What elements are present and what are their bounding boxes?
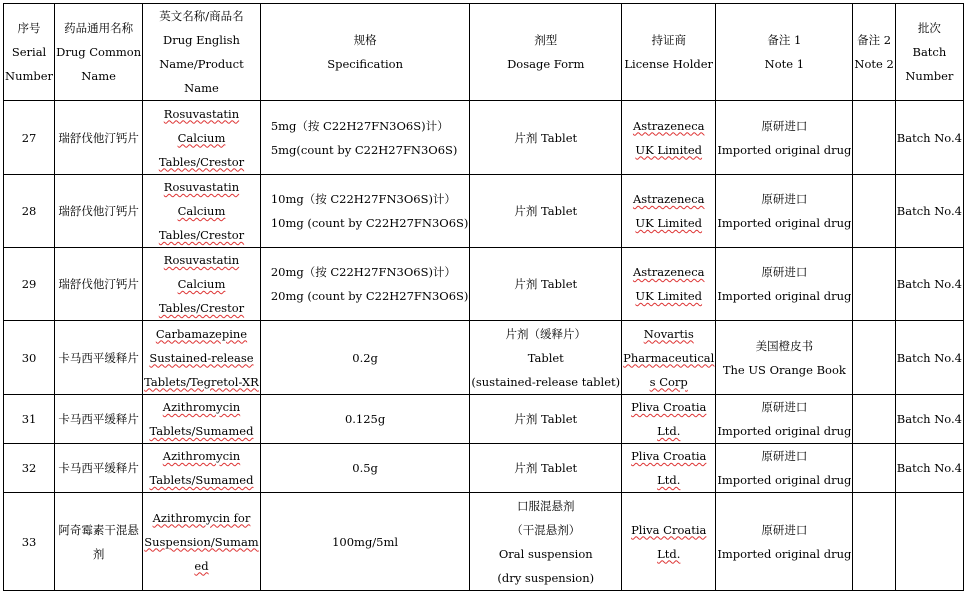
cell-line: 10mg（按 C22H27FN3O6S)计） bbox=[270, 192, 456, 206]
table-row bbox=[4, 444, 964, 493]
cell-line: Tablets/Tegretol-XR bbox=[144, 374, 259, 389]
table-row bbox=[4, 321, 964, 395]
cell-spec bbox=[260, 101, 470, 175]
cell-dosage bbox=[470, 321, 622, 395]
cell-line: 28 bbox=[21, 204, 37, 218]
cell-line: Number bbox=[5, 69, 54, 83]
cell-common-name bbox=[55, 321, 143, 395]
cell-line: 片剂 Tablet bbox=[514, 277, 578, 291]
header-spec bbox=[260, 4, 470, 101]
cell-line: Tables/Crestor bbox=[158, 154, 245, 169]
cell-note2 bbox=[853, 248, 895, 321]
cell-line: (sustained-release tablet) bbox=[471, 374, 621, 389]
cell-batch bbox=[895, 444, 963, 493]
cell-line: Tables/Crestor bbox=[158, 301, 245, 315]
cell-line: 0.125g bbox=[344, 412, 386, 426]
cell-line: Tablet bbox=[527, 350, 564, 365]
cell-line: UK Limited bbox=[635, 142, 703, 157]
cell-line: 10mg (count by C22H27FN3O6S) bbox=[270, 216, 469, 230]
cell-line: Imported original drug bbox=[717, 142, 852, 157]
cell-line: Calcium bbox=[177, 130, 226, 145]
cell-line: 批次 bbox=[917, 21, 941, 35]
cell-line: Tables/Crestor bbox=[158, 228, 245, 242]
table-row bbox=[4, 101, 964, 175]
cell-line: Sustained-release bbox=[149, 350, 254, 365]
cell-line: Batch No.4 bbox=[896, 412, 962, 426]
cell-line: Drug English bbox=[162, 33, 240, 47]
cell-line: Batch No.4 bbox=[896, 130, 962, 145]
cell-dosage bbox=[470, 248, 622, 321]
cell-line: 片剂 Tablet bbox=[514, 204, 578, 218]
cell-line: 片剂 Tablet bbox=[514, 461, 578, 475]
cell-line: Name bbox=[81, 69, 116, 83]
cell-line: 原研进口 bbox=[761, 449, 808, 463]
cell-holder bbox=[622, 248, 716, 321]
cell-line: 29 bbox=[21, 277, 37, 291]
cell-note1 bbox=[716, 444, 853, 493]
cell-line: 序号 bbox=[17, 21, 41, 35]
cell-spec bbox=[260, 395, 470, 444]
cell-line: Rosuvastatin bbox=[163, 180, 240, 194]
header-serial bbox=[4, 4, 55, 101]
cell-line: Note 1 bbox=[764, 57, 805, 71]
cell-common-name bbox=[55, 444, 143, 493]
cell-note1 bbox=[716, 395, 853, 444]
cell-line: Pliva Croatia bbox=[631, 449, 707, 463]
cell-line: Imported original drug bbox=[717, 546, 852, 561]
cell-line: 卡马西平缓释片 bbox=[58, 412, 139, 426]
cell-note1 bbox=[716, 321, 853, 395]
cell-line: 100mg/5ml bbox=[332, 534, 399, 549]
cell-line: 剂 bbox=[92, 546, 105, 561]
cell-dosage bbox=[470, 493, 622, 591]
cell-line: 瑞舒伐他汀钙片 bbox=[58, 130, 139, 145]
cell-line: 卡马西平缓释片 bbox=[58, 350, 139, 365]
cell-line: Batch No.4 bbox=[896, 277, 962, 291]
cell-spec bbox=[260, 175, 470, 248]
cell-line: 原研进口 bbox=[761, 192, 808, 206]
cell-line: 瑞舒伐他汀钙片 bbox=[58, 277, 139, 291]
cell-english-name bbox=[143, 175, 261, 248]
cell-line: 原研进口 bbox=[761, 400, 808, 414]
cell-line: 原研进口 bbox=[761, 522, 808, 537]
cell-spec bbox=[260, 248, 470, 321]
table-row bbox=[4, 493, 964, 591]
cell-line: Rosuvastatin bbox=[163, 253, 240, 267]
cell-line: Batch bbox=[912, 45, 947, 59]
cell-line: 备注 2 bbox=[857, 33, 892, 47]
cell-spec bbox=[260, 493, 470, 591]
cell-dosage bbox=[470, 395, 622, 444]
cell-holder bbox=[622, 493, 716, 591]
cell-batch bbox=[895, 175, 963, 248]
cell-line: 美国橙皮书 bbox=[755, 338, 814, 353]
cell-line: Ltd. bbox=[657, 424, 681, 438]
drug-table bbox=[3, 3, 964, 591]
cell-note2 bbox=[853, 101, 895, 175]
cell-note1 bbox=[716, 101, 853, 175]
header-english-name bbox=[143, 4, 261, 101]
cell-english-name bbox=[143, 101, 261, 175]
cell-common-name bbox=[55, 248, 143, 321]
cell-batch bbox=[895, 321, 963, 395]
cell-common-name bbox=[55, 493, 143, 591]
cell-serial bbox=[4, 248, 55, 321]
table-row bbox=[4, 248, 964, 321]
cell-common-name bbox=[55, 395, 143, 444]
header-row bbox=[4, 4, 964, 101]
cell-holder bbox=[622, 444, 716, 493]
cell-line: 持证商 bbox=[651, 33, 686, 47]
cell-line: Imported original drug bbox=[717, 424, 852, 438]
cell-line: 32 bbox=[21, 461, 37, 475]
cell-line: 阿奇霉素干混悬 bbox=[58, 522, 139, 537]
cell-common-name bbox=[55, 101, 143, 175]
cell-line: Batch No.4 bbox=[896, 461, 962, 475]
cell-line: Note 2 bbox=[854, 57, 894, 71]
cell-line: Azithromycin for bbox=[152, 510, 251, 525]
cell-serial bbox=[4, 444, 55, 493]
cell-line: Novartis bbox=[643, 326, 694, 341]
cell-line: Name/Product bbox=[159, 57, 244, 71]
cell-line: Specification bbox=[327, 57, 403, 71]
cell-holder bbox=[622, 175, 716, 248]
cell-english-name bbox=[143, 248, 261, 321]
cell-line: 5mg（按 C22H27FN3O6S)计） bbox=[270, 118, 449, 133]
cell-serial bbox=[4, 101, 55, 175]
cell-line: 英文名称/商品名 bbox=[159, 9, 244, 23]
cell-holder bbox=[622, 101, 716, 175]
cell-line: Ltd. bbox=[657, 473, 681, 487]
header-common-name bbox=[55, 4, 143, 101]
cell-dosage bbox=[470, 444, 622, 493]
cell-line: Carbamazepine bbox=[155, 326, 248, 341]
cell-line: 片剂 Tablet bbox=[514, 130, 578, 145]
cell-line: Rosuvastatin bbox=[163, 106, 240, 121]
cell-line: Calcium bbox=[177, 204, 226, 218]
cell-line: Batch No.4 bbox=[896, 204, 962, 218]
cell-serial bbox=[4, 175, 55, 248]
cell-line: Name bbox=[184, 81, 219, 95]
cell-line: 原研进口 bbox=[761, 118, 808, 133]
cell-line: Tablets/Sumamed bbox=[149, 424, 254, 438]
cell-english-name bbox=[143, 321, 261, 395]
cell-english-name bbox=[143, 395, 261, 444]
cell-note2 bbox=[853, 444, 895, 493]
table-row bbox=[4, 395, 964, 444]
cell-line: 药品通用名称 bbox=[64, 21, 134, 35]
cell-line: s Corp bbox=[649, 374, 688, 389]
cell-line: Serial bbox=[11, 45, 47, 59]
cell-batch bbox=[895, 493, 963, 591]
cell-line: 剂型 bbox=[534, 33, 558, 47]
cell-dosage bbox=[470, 101, 622, 175]
cell-line: Oral suspension bbox=[498, 546, 593, 561]
cell-line: Tablets/Sumamed bbox=[149, 473, 254, 487]
cell-common-name bbox=[55, 175, 143, 248]
cell-english-name bbox=[143, 493, 261, 591]
cell-line: Astrazeneca bbox=[632, 118, 705, 133]
cell-line: Astrazeneca bbox=[632, 265, 705, 279]
cell-line: Pliva Croatia bbox=[631, 400, 707, 414]
cell-serial bbox=[4, 395, 55, 444]
cell-holder bbox=[622, 395, 716, 444]
header-batch bbox=[895, 4, 963, 101]
cell-serial bbox=[4, 321, 55, 395]
cell-line: License Holder bbox=[624, 57, 714, 71]
cell-line: (dry suspension) bbox=[497, 570, 595, 585]
cell-line: Astrazeneca bbox=[632, 192, 705, 206]
cell-line: 27 bbox=[21, 130, 37, 145]
cell-line: 0.5g bbox=[352, 461, 378, 475]
cell-line: （干混悬剂） bbox=[511, 522, 581, 537]
cell-line: 30 bbox=[21, 350, 37, 365]
cell-line: 瑞舒伐他汀钙片 bbox=[58, 204, 139, 218]
cell-line: ed bbox=[194, 558, 209, 573]
cell-line: The US Orange Book bbox=[722, 362, 846, 377]
cell-note1 bbox=[716, 175, 853, 248]
cell-note2 bbox=[853, 493, 895, 591]
cell-line: 规格 bbox=[353, 33, 377, 47]
cell-batch bbox=[895, 101, 963, 175]
header-dosage bbox=[470, 4, 622, 101]
cell-line: 口服混悬剂 bbox=[517, 498, 575, 513]
cell-line: 0.2g bbox=[352, 350, 378, 365]
cell-serial bbox=[4, 493, 55, 591]
cell-line: Drug Common bbox=[56, 45, 142, 59]
cell-note2 bbox=[853, 175, 895, 248]
header-note1 bbox=[716, 4, 853, 101]
header-note2 bbox=[853, 4, 895, 101]
header-holder bbox=[622, 4, 716, 101]
cell-line: Imported original drug bbox=[717, 473, 852, 487]
cell-line: 片剂（缓释片） bbox=[505, 326, 587, 341]
cell-line: Calcium bbox=[177, 277, 226, 291]
cell-line: UK Limited bbox=[635, 216, 703, 230]
cell-line: Imported original drug bbox=[717, 289, 852, 303]
table-row bbox=[4, 175, 964, 248]
cell-english-name bbox=[143, 444, 261, 493]
cell-line: Azithromycin bbox=[162, 400, 241, 414]
cell-line: Pharmaceutical bbox=[623, 350, 715, 365]
cell-dosage bbox=[470, 175, 622, 248]
cell-note2 bbox=[853, 395, 895, 444]
cell-note1 bbox=[716, 493, 853, 591]
cell-line: Ltd. bbox=[657, 546, 681, 561]
cell-line: Pliva Croatia bbox=[631, 522, 707, 537]
cell-line: Batch No.4 bbox=[896, 350, 962, 365]
cell-line: Dosage Form bbox=[507, 57, 585, 71]
cell-line: Number bbox=[905, 69, 954, 83]
cell-spec bbox=[260, 444, 470, 493]
cell-spec bbox=[260, 321, 470, 395]
cell-line: 5mg(count by C22H27FN3O6S) bbox=[270, 142, 458, 157]
cell-line: Imported original drug bbox=[717, 216, 852, 230]
cell-line: Suspension/Sumam bbox=[144, 534, 259, 549]
cell-holder bbox=[622, 321, 716, 395]
cell-line: 原研进口 bbox=[761, 265, 808, 279]
cell-line: UK Limited bbox=[635, 289, 703, 303]
cell-note2 bbox=[853, 321, 895, 395]
cell-batch bbox=[895, 248, 963, 321]
cell-line: 片剂 Tablet bbox=[514, 412, 578, 426]
cell-line: 33 bbox=[21, 534, 37, 549]
cell-line: 20mg（按 C22H27FN3O6S)计） bbox=[270, 265, 456, 279]
cell-line: 20mg (count by C22H27FN3O6S) bbox=[270, 289, 469, 303]
cell-line: 备注 1 bbox=[767, 33, 802, 47]
cell-line: Azithromycin bbox=[162, 449, 241, 463]
cell-line: 31 bbox=[21, 412, 37, 426]
cell-note1 bbox=[716, 248, 853, 321]
cell-line: 卡马西平缓释片 bbox=[58, 461, 139, 475]
cell-batch bbox=[895, 395, 963, 444]
